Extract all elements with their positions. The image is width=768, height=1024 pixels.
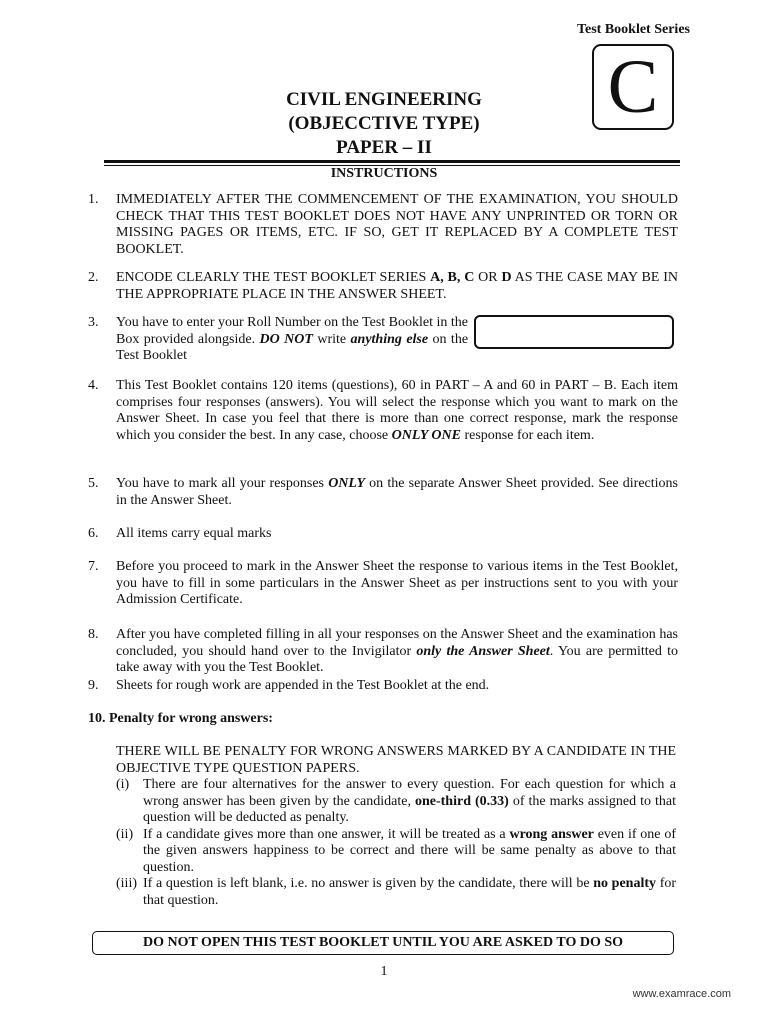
page-number: 1	[380, 964, 388, 979]
item-number: 6.	[88, 526, 99, 541]
instruction-item-4	[88, 378, 678, 444]
item-text: All items carry equal marks	[116, 526, 272, 541]
sub-item-label: (iii)	[116, 876, 137, 891]
instruction-item-6	[88, 526, 678, 543]
item-number: 8.	[88, 627, 99, 642]
item-text: Sheets for rough work are appended in the Test Booklet at the end.	[116, 678, 490, 693]
sub-item-label: (i)	[116, 777, 130, 792]
penalty-item-ii: (ii) If a candidate gives more than one answer, it will be treated as a wrong answer even if one of the given answers happiness to be correct and there will be same penalty as above to that question.	[116, 826, 676, 875]
item-text: Before you proceed to mark in the Answer Sheet the response to various items in the Test Booklet, you have to fill in some particulars in the Answer Sheet as per instructions sent to you with your Admission Certificate.	[116, 559, 678, 607]
test-booklet-series-label: Test Booklet Series	[576, 22, 690, 37]
roll-number-box[interactable]	[474, 315, 674, 349]
title-line-1: CIVIL ENGINEERING	[286, 89, 482, 110]
instruction-item-5	[88, 476, 678, 509]
title-line-3: PAPER – II	[336, 137, 432, 158]
instruction-item-8	[88, 627, 678, 677]
item-text: You have to enter your Roll Number on the Test Booklet in the Box provided alongside. DO NOT write anything else on the Test Booklet	[116, 315, 469, 363]
penalty-section	[116, 744, 676, 909]
item-number: 2.	[88, 270, 99, 285]
heading-rule-thick	[104, 160, 680, 163]
item-text: IMMEDIATELY AFTER THE COMMENCEMENT OF THE EXAMINATION, YOU SHOULD CHECK THAT THIS TEST BOOKLET DOES NOT HAVE ANY UNPRINTED OR TORN OR MISSING PAGES OR ITEMS, ETC. IF SO, GET IT REPLACED BY A COMPLETE TEST BOOKLET.	[116, 192, 678, 257]
instructions-heading: INSTRUCTIONS	[330, 166, 438, 181]
instruction-item-9	[88, 678, 678, 695]
penalty-item-iii: (iii) If a question is left blank, i.e. no answer is given by the candidate, there will be no penalty for that question.	[116, 876, 677, 908]
item-number: 1.	[88, 192, 99, 207]
title-line-2: (OBJECCTIVE TYPE)	[288, 113, 480, 134]
item-text: After you have completed filling in all your responses on the Answer Sheet and the examination has concluded, you should hand over to the Invigilator only the Answer Sheet. You are permitted to take away with you the Test Booklet.	[116, 627, 678, 675]
instruction-item-2	[88, 270, 678, 303]
instruction-item-7	[88, 559, 678, 609]
item-text: You have to mark all your responses ONLY on the separate Answer Sheet provided. See directions in the Answer Sheet.	[116, 476, 678, 508]
item-number: 9.	[88, 678, 99, 693]
instruction-item-3	[88, 315, 468, 365]
sub-item-label: (ii)	[116, 826, 134, 842]
item-number: 5.	[88, 476, 99, 491]
item-text: This Test Booklet contains 120 items (questions), 60 in PART – A and 60 in PART – B. Each item comprises four responses (answers). You will select the response which you want to mark on the Answer Sheet. In case you feel that there is more than one correct response, mark the response which you consider the best. In any case, choose ONLY ONE response for each item.	[116, 378, 678, 443]
instruction-item-10	[88, 711, 678, 728]
penalty-item-i: (i) There are four alternatives for the answer to every question. For each question for which a wrong answer has been given by the candidate, one-third (0.33) of the marks assigned to that question will be deducted as penalty.	[116, 777, 676, 825]
item-number: 3.	[88, 315, 99, 330]
website-watermark: www.examrace.com	[632, 988, 731, 1000]
do-not-open-notice: DO NOT OPEN THIS TEST BOOKLET UNTIL YOU ARE ASKED TO DO SO	[92, 931, 674, 955]
paper-title	[0, 88, 768, 160]
penalty-intro: THERE WILL BE PENALTY FOR WRONG ANSWERS MARKED BY A CANDIDATE IN THE OBJECTIVE TYPE QUESTION PAPERS.	[116, 744, 676, 776]
penalty-heading: 10. Penalty for wrong answers:	[88, 711, 273, 726]
instruction-item-1	[88, 192, 678, 258]
item-number: 4.	[88, 378, 99, 393]
series-letter: C	[607, 45, 659, 129]
item-number: 7.	[88, 559, 99, 574]
item-text: ENCODE CLEARLY THE TEST BOOKLET SERIES A, B, C OR D AS THE CASE MAY BE IN THE APPROPRIATE PLACE IN THE ANSWER SHEET.	[116, 270, 678, 302]
